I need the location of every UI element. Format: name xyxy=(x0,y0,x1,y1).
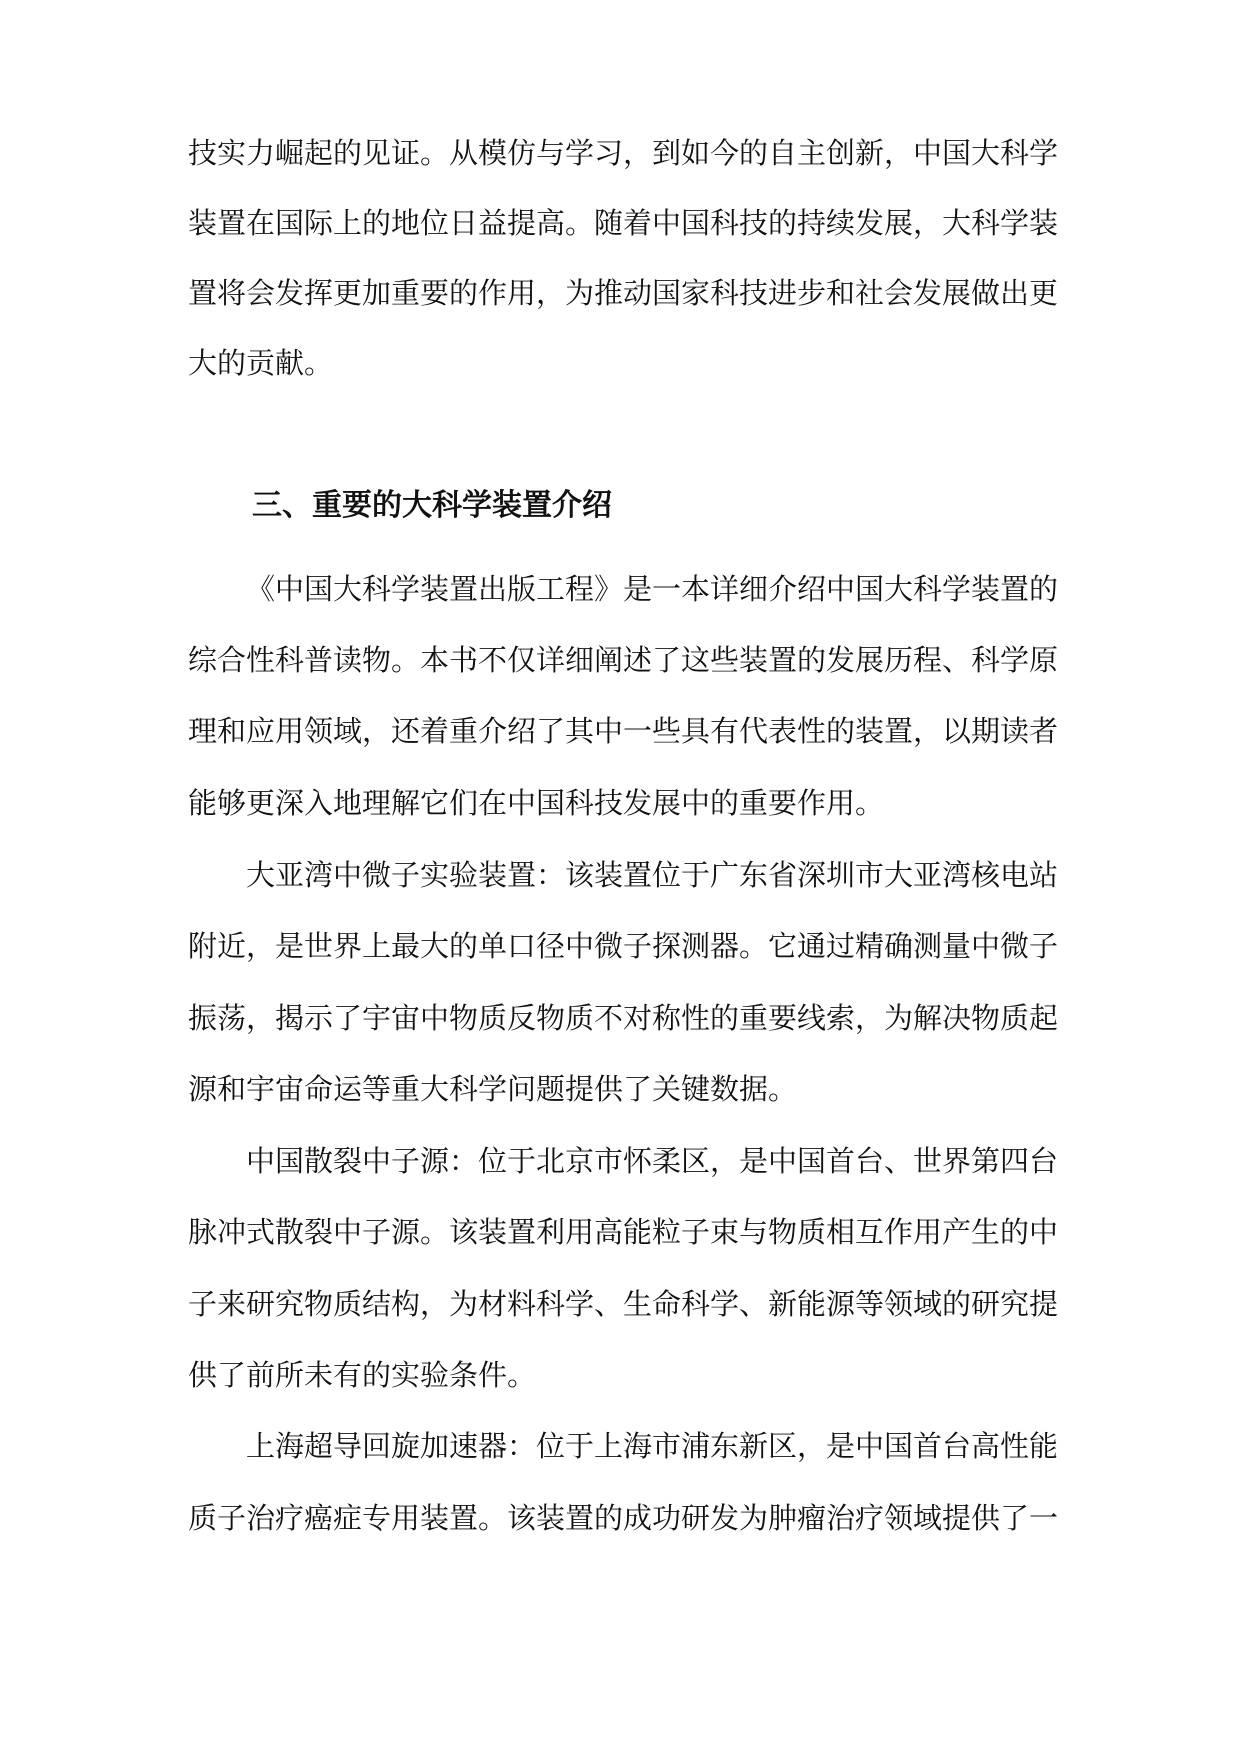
paragraph-line: 振荡，揭示了宇宙中物质反物质不对称性的重要线索，为解决物质起 xyxy=(188,1001,1059,1035)
paragraph-line: 脉冲式散裂中子源。该装置利用高能粒子束与物质相互作用产生的中 xyxy=(188,1215,1059,1249)
paragraph-line: 质子治疗癌症专用装置。该装置的成功研发为肿瘤治疗领域提供了一 xyxy=(188,1501,1059,1535)
paragraph-line: 技实力崛起的见证。从模仿与学习，到如今的自主创新，中国大科学 xyxy=(188,136,1059,170)
paragraph-line: 置将会发挥更加重要的作用，为推动国家科技进步和社会发展做出更 xyxy=(188,276,1059,310)
paragraph-line: 理和应用领域，还着重介绍了其中一些具有代表性的装置，以期读者 xyxy=(188,714,1059,748)
paragraph-line: 供了前所未有的实验条件。 xyxy=(188,1358,537,1392)
paragraph-line: 《中国大科学装置出版工程》是一本详细介绍中国大科学装置的 xyxy=(246,572,1059,606)
paragraph-line: 中国散裂中子源：位于北京市怀柔区，是中国首台、世界第四台 xyxy=(246,1144,1059,1178)
paragraph-line: 源和宇宙命运等重大科学问题提供了关键数据。 xyxy=(188,1072,798,1106)
section-heading: 三、重要的大科学装置介绍 xyxy=(252,488,612,523)
paragraph-line: 大亚湾中微子实验装置：该装置位于广东省深圳市大亚湾核电站 xyxy=(246,858,1059,892)
paragraph-line: 大的贡献。 xyxy=(188,346,334,380)
paragraph-line: 附近，是世界上最大的单口径中微子探测器。它通过精确测量中微子 xyxy=(188,929,1059,963)
paragraph-line: 子来研究物质结构，为材料科学、生命科学、新能源等领域的研究提 xyxy=(188,1287,1059,1321)
paragraph-line: 综合性科普读物。本书不仅详细阐述了这些装置的发展历程、科学原 xyxy=(188,643,1059,677)
paragraph-line: 能够更深入地理解它们在中国科技发展中的重要作用。 xyxy=(188,786,885,820)
paragraph-line: 装置在国际上的地位日益提高。随着中国科技的持续发展，大科学装 xyxy=(188,206,1059,240)
paragraph-line: 上海超导回旋加速器：位于上海市浦东新区，是中国首台高性能 xyxy=(246,1429,1059,1463)
